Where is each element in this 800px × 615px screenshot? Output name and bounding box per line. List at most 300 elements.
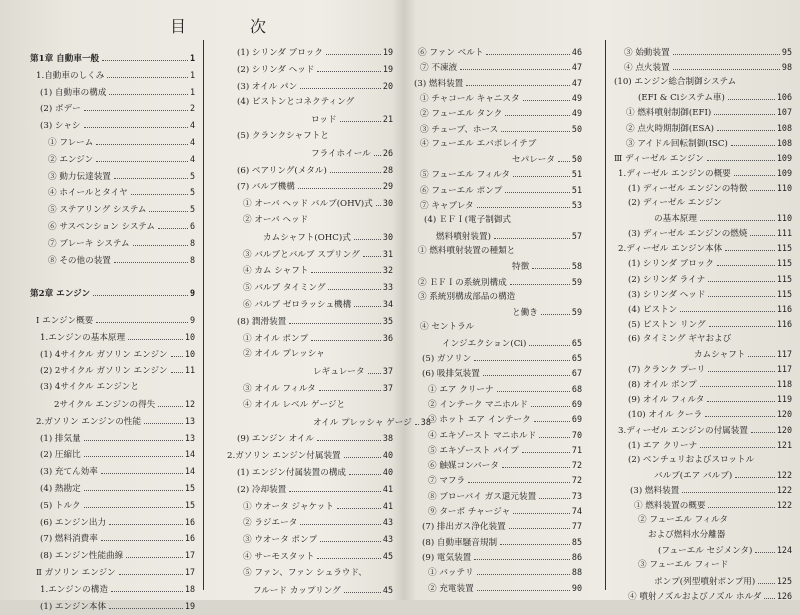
toc-entry [243,531,393,547]
toc-entry-label: と働き [512,308,538,319]
leader-dots [532,268,570,269]
toc-entry-label: ② フューエル タンク [420,109,503,120]
toc-entry-label: ① オーバ ヘッド バルブ(OHV)式 [243,199,373,210]
leader-dots [539,437,570,438]
toc-entry [420,166,582,182]
toc-entry [628,452,792,468]
toc-entry-page: 13 [184,432,195,443]
toc-entry [40,598,195,614]
toc-entry [654,210,792,226]
toc-entry [311,145,393,161]
toc-entry-page: 106 [776,92,792,103]
leader-dots [300,524,381,525]
toc-entry [418,274,582,290]
toc-entry-page: 47 [571,62,582,73]
leader-dots [96,322,188,323]
toc-entry [243,212,393,228]
toc-entry-label: ⑤ バルブ タイミング [243,283,326,294]
leader-dots [494,238,570,239]
toc-entry-page: 71 [571,444,582,455]
toc-entry [420,136,582,152]
toc-entry [40,430,195,446]
toc-entry-label: (3) 充てん効率 [40,467,98,478]
leader-dots [483,375,570,376]
toc-entry [428,580,582,596]
toc-entry-label: ④ 噴射ノズルおよびノズル ホルダ [628,591,762,602]
toc-entry-page: 4 [189,137,195,147]
toc-entry-label: ③ フューエル フィード [638,560,729,571]
toc-entry [628,361,792,377]
leader-dots [114,178,188,179]
toc-entry [428,488,582,504]
toc-entry [48,184,195,200]
toc-entry [311,111,393,127]
leader-dots [509,528,570,529]
toc-entry-label: の基本原理 [654,214,697,225]
toc-entry [422,549,582,565]
toc-entry-label: (6) エンジン出力 [40,517,107,528]
leader-dots [708,507,774,508]
leader-dots [734,175,775,176]
toc-entry-page: 85 [571,536,582,547]
toc-entry-page: 34 [382,299,393,309]
toc-entry [243,498,393,514]
toc-entry-label: (9) 電気装置 [422,552,472,563]
leader-dots [748,356,774,357]
toc-entry [418,243,582,259]
toc-entry-label: (3) 4サイクル エンジンと [40,382,139,393]
toc-entry [428,427,582,443]
toc-entry [428,411,582,427]
toc-entry [658,542,792,558]
toc-entry [654,573,792,589]
leader-dots [300,88,381,89]
toc-entry-label: (7) クランク プーリ [628,365,706,376]
toc-entry-page: 8 [189,237,195,248]
toc-entry-label: (5) トルク [40,500,81,511]
leader-dots [109,94,187,95]
toc-entry [422,350,582,366]
toc-entry [243,565,393,581]
toc-entry [614,150,792,166]
toc-entry-label: ④ 点火装置 [624,63,670,74]
toc-entry-page: 45 [382,584,393,595]
toc-entry-page: 120 [776,409,792,420]
toc-entry [628,225,792,241]
toc-entry-page: 49 [571,108,582,119]
toc-entry-page: 122 [776,500,792,510]
toc-entry-page: 11 [184,365,195,376]
leader-dots [731,145,775,146]
leader-dots [682,492,775,493]
toc-entry-label: 第2章 エンジン [30,289,91,300]
toc-entry [422,534,582,550]
toc-entry-label: ⑤ ステアリング システム [48,205,147,216]
leader-dots [128,339,183,340]
leader-dots [111,591,183,592]
toc-entry-page: 19 [184,600,195,611]
toc-entry [638,557,792,573]
toc-entry-label: 2.ガソリン エンジンの性能 [36,416,142,427]
toc-entry-page: 120 [776,424,792,435]
toc-entry-label: 特徴 [512,262,530,273]
toc-entry-label: ③ バルブとバルブ スプリング [243,249,360,260]
leader-dots [717,265,775,266]
toc-entry [313,414,431,430]
leader-dots [705,416,775,417]
toc-entry-label: (3) ディーゼル エンジンの燃焼 [628,229,748,240]
toc-entry-page: 109 [776,167,792,178]
leader-dots [84,490,183,491]
toc-entry [618,240,792,256]
leader-dots [700,220,775,221]
leader-dots [735,477,775,478]
toc-entry-label: (6) タイミング ギヤおよび [628,333,732,344]
toc-entry-page: 4 [189,120,195,131]
toc-entry [40,329,195,345]
toc-entry [40,379,195,395]
toc-entry [40,514,195,530]
leader-dots [764,598,775,599]
toc-entry-label: (2) ベンチュリおよびスロットル [628,454,755,465]
leader-dots [319,390,381,391]
toc-entry [628,391,792,407]
toc-entry-label: 1.エンジンの構造 [40,584,108,595]
leader-dots [474,360,570,361]
toc-entry-label: ② オーバ ヘッド [243,215,309,225]
toc-entry-page: 117 [776,349,792,359]
toc-entry-page: 111 [776,228,792,239]
toc-entry-page: 41 [382,483,393,494]
toc-entry [628,271,792,287]
toc-entry [40,362,195,378]
toc-entry-page: 109 [776,152,792,163]
toc-entry-page: 5 [189,204,195,215]
toc-entry-label: (7) 排出ガス浄化装置 [422,522,506,533]
toc-entry-label: ④ オイル レベル ゲージと [243,399,346,410]
toc-entry-label: (2) ボデー [40,104,81,115]
leader-dots [311,272,380,273]
toc-entry-label: (2) 2サイクル ガソリン エンジン [40,366,168,377]
leader-dots [354,239,381,240]
toc-entry-label: (3) 燃料装置 [630,485,680,496]
toc-entry-label: (1) 自動車の構成 [40,87,107,98]
toc-entry-label: ④ エキゾースト マニホルド [428,430,537,441]
toc-entry-page: 43 [382,534,393,545]
leader-dots [311,340,381,341]
toc-entry-label: 2サイクル エンジンの得失 [54,400,156,411]
toc-entry-page: 1 [189,69,195,80]
toc-entry-label: (1) シリンダ ブロック [628,259,714,270]
toc-entry-page: 41 [382,500,393,511]
toc-entry-label: 第1章 自動車一般 [30,54,100,64]
toc-entry-label: ⑧ ブローバイ ガス還元装置 [428,491,537,502]
toc-entry-label: Ⅱ ガソリン エンジン [36,568,116,579]
leader-dots [466,85,570,86]
leader-dots [102,60,188,61]
toc-entry-label: (1) エンジン付属装置の構成 [237,468,347,478]
toc-entry [634,497,792,513]
leader-dots [477,574,570,575]
toc-entry-label: (3) 燃料装置 [414,78,464,89]
toc-entry [243,548,393,564]
toc-title-part2: 次 [250,17,269,36]
leader-dots [144,423,183,424]
toc-entry-page: 5 [189,187,195,198]
toc-entry-page: 86 [571,551,582,562]
toc-entry-page: 26 [382,147,393,158]
toc-entry [36,67,195,83]
toc-column-2 [223,44,431,596]
toc-entry-label: フライホイール [311,148,371,159]
leader-dots [289,323,381,324]
toc-entry-label: ④ カム シャフト [243,266,309,277]
leader-dots [298,188,381,189]
toc-entry-label: ③ 動力伝達装置 [48,171,111,182]
toc-entry-page: 9 [189,288,195,299]
toc-title-part1: 目 [170,17,189,36]
toc-entry-page: 10 [184,348,195,359]
leader-dots [101,540,183,541]
toc-entry [54,396,195,412]
toc-entry-page: 36 [382,332,393,343]
leader-dots [330,172,381,173]
leader-dots [725,250,775,251]
toc-entry [428,564,582,580]
toc-entry [40,530,195,546]
toc-entry [628,406,792,422]
leader-dots [131,194,188,195]
toc-entry-label: (5) ガソリン [422,354,472,364]
leader-dots [714,114,775,115]
toc-entry [40,117,195,133]
toc-entry-label: ② エンジン [48,154,94,165]
toc-entry [628,376,792,392]
toc-entry-page: 15 [184,483,195,494]
toc-entry [624,59,792,75]
leader-dots [317,440,381,441]
toc-entry-label: (8) エンジン性能曲線 [40,551,124,562]
leader-dots [500,544,570,545]
leader-dots [501,131,570,132]
toc-entry [442,335,582,351]
leader-dots [96,161,188,162]
toc-entry-label: ⑧ その他の装置 [48,255,111,266]
toc-entry-page: 8 [189,254,195,265]
toc-entry-label: ⑥ サスペンション システム [48,222,155,232]
toc-entry-page: 18 [184,583,195,594]
toc-entry-label: (1) シリンダ ブロック [237,48,323,58]
leader-dots [374,155,381,156]
toc-entry-page: 46 [571,47,582,57]
toc-entry [40,497,195,513]
leader-dots [497,391,570,392]
leader-dots [717,130,775,131]
toc-entry [48,201,195,217]
toc-entry [48,252,195,268]
toc-entry-label: 2.ガソリン エンジン付属装置 [227,451,341,462]
toc-entry [428,442,582,458]
toc-entry [243,397,393,413]
toc-entry-page: 58 [571,261,582,272]
leader-dots [673,69,780,70]
toc-entry [237,162,393,178]
toc-entry-label: セパレータ [512,155,555,166]
toc-entry [40,446,195,462]
toc-entry-label: ① 燃料噴射装置の種類と [418,245,516,256]
leader-dots [558,161,570,162]
leader-dots [320,541,381,542]
toc-entry-label: 1.ディーゼル エンジンの概要 [618,168,731,179]
toc-entry [628,286,792,302]
toc-entry [237,128,393,144]
toc-entry-label: ② インテーク マニホルド [428,399,528,410]
toc-entry-label: オイル プレッシャ ゲージ [313,417,412,428]
toc-entry [428,457,582,473]
toc-entry-label: ⑦ キャブレタ [420,201,474,211]
toc-entry [628,180,792,196]
leader-dots [340,121,381,122]
toc-entry-page: 115 [776,243,792,254]
toc-entry-page: 69 [571,414,582,425]
leader-dots [534,421,570,422]
leader-dots [328,289,380,290]
toc-entry [243,195,393,211]
toc-entry-page: 115 [776,288,792,299]
toc-entry-page: 19 [382,63,393,74]
toc-entry-page: 122 [776,469,792,480]
toc-entry-page: 21 [382,114,393,125]
leader-dots [709,326,775,327]
toc-entry [40,84,195,100]
toc-entry [253,582,393,598]
toc-entry [243,330,393,346]
toc-entry-label: バルブ(エア バルブ) [654,470,733,481]
toc-entry-page: 68 [571,383,582,394]
toc-entry-page: 37 [382,366,393,377]
leader-dots [750,235,774,236]
toc-entry-label: ⑤ フューエル フィルタ [420,170,510,181]
toc-entry-label: ④ サーモスタット [243,552,315,562]
toc-entry-page: 4 [189,153,195,164]
leader-dots [707,401,775,402]
toc-entry [418,44,582,60]
leader-dots [84,110,188,111]
toc-entry-page: 40 [382,450,393,461]
toc-entry [48,151,195,167]
toc-entry [40,547,195,563]
toc-entry [36,413,195,429]
toc-entry-label: ④ フューエル エバポレイテブ [420,138,537,149]
leader-dots [700,386,775,387]
leader-dots [171,356,183,357]
toc-entry-page: 116 [776,318,792,329]
toc-entry [694,346,792,362]
toc-entry-label: ② ＥＦＩの系統別構成 [418,277,507,288]
toc-entry-label: (3) シリンダ ヘッド [628,289,706,300]
toc-entry-page: 107 [776,107,792,118]
toc-entry-label: ① フレーム [48,138,94,148]
toc-entry [48,134,195,150]
toc-entry-label: ② オイル プレッシャ [243,349,325,360]
toc-entry-label: (6) ベアリング(メタル) [237,165,327,176]
toc-entry-page: 117 [776,364,792,375]
toc-entry [227,447,393,463]
toc-entry-label: ⑦ マフラ [428,476,466,487]
toc-entry-label: および燃料水分離器 [648,530,726,541]
toc-entry [237,481,393,497]
toc-entry-page: 17 [184,567,195,578]
toc-entry-page: 65 [571,353,582,363]
leader-dots [289,491,381,492]
toc-entry-page: 1 [189,86,195,97]
leader-dots [728,99,775,100]
toc-entry [263,229,393,245]
toc-entry-page: 20 [382,80,393,91]
toc-entry [436,228,582,244]
leader-dots [539,498,570,499]
leader-dots [317,558,380,559]
toc-entry-page: 9 [189,315,195,326]
toc-entry-page: 118 [776,379,792,390]
toc-entry-label: (1) ディーゼル エンジンの特徴 [628,183,748,194]
leader-dots [751,432,775,433]
toc-entry [48,235,195,251]
toc-entry-label: ① チャコール キャニスタ [420,93,520,104]
toc-entry [48,168,195,184]
leader-dots [344,457,381,458]
leader-dots [84,127,188,128]
leader-dots [529,345,570,346]
leader-dots [541,314,570,315]
toc-entry-label: レギュレータ [313,367,365,378]
toc-entry-label: (9) エンジン オイル [237,434,314,445]
toc-entry [512,151,582,167]
leader-dots [680,311,775,312]
leader-dots [107,77,188,78]
toc-entry-label: (4) ピストンとコネクティング [237,97,355,108]
toc-entry-page: 51 [571,169,582,180]
leader-dots [326,54,381,55]
leader-dots [708,296,774,297]
toc-entry-label: ④ セントラル [420,322,475,333]
leader-dots [477,590,570,591]
toc-entry [48,218,195,234]
toc-entry [243,246,393,262]
toc-entry [40,581,195,597]
leader-dots [522,452,570,453]
toc-entry [618,422,792,438]
column-divider [203,40,204,590]
toc-entry-page: 17 [184,550,195,561]
toc-entry-label: カムシャフト(OHC)式 [263,232,351,243]
toc-entry-page: 57 [571,230,582,241]
toc-entry-label: (5) ピストン リング [628,319,706,330]
toc-entry [237,464,393,480]
toc-entry [237,61,393,77]
toc-entry-label: (1) 4サイクル ガソリン エンジン [40,349,168,360]
toc-entry-label: 2.ディーゼル エンジン本体 [618,244,723,255]
toc-entry-page: 73 [571,490,582,501]
toc-entry-label: (10) エンジン総合制御システム [614,77,737,88]
toc-entry-label: ③ アイドル回転制御(ISC) [626,138,728,149]
leader-dots [505,192,570,193]
toc-entry-page: 90 [571,582,582,593]
toc-entry-label: ⑥ フューエル ポンプ [420,185,503,196]
toc-entry-page: 43 [382,517,393,528]
toc-entry-page: 50 [571,154,582,165]
toc-entry-label: (フューエル セジメンタ) [658,546,753,557]
